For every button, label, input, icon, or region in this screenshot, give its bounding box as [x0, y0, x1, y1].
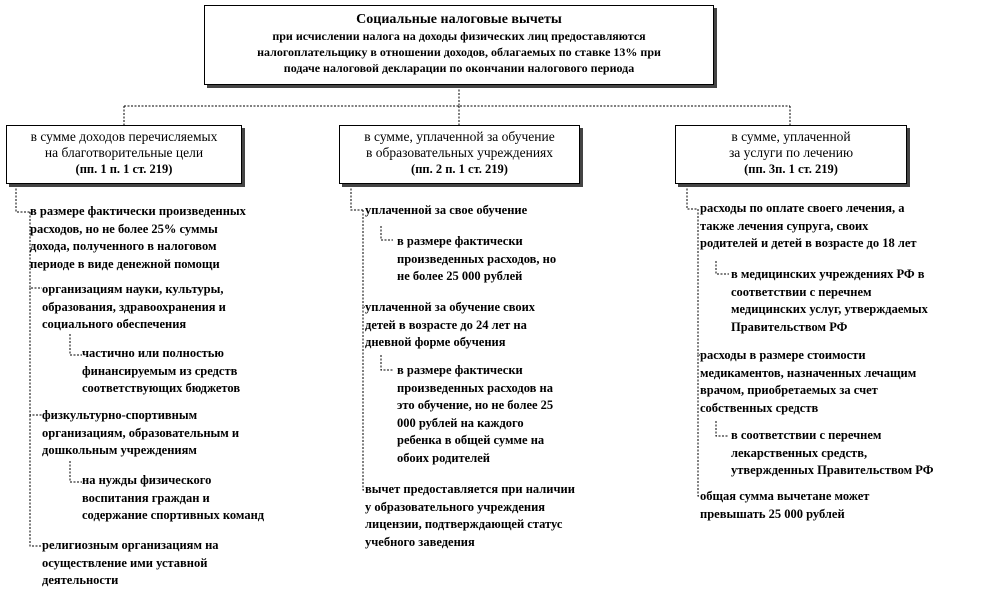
text-line: в медицинских учреждениях РФ в	[731, 267, 925, 281]
text-line: это обучение, но не более 25	[397, 398, 554, 412]
diagram-title: Социальные налоговые вычеты	[356, 12, 562, 27]
education-item-children	[365, 299, 535, 352]
charity-item-limit	[30, 203, 246, 273]
category-label: в сумме, уплаченной	[731, 129, 851, 144]
medical-item-treatment	[700, 200, 917, 253]
text-line: произведенных расходов, но	[397, 251, 557, 266]
text-line: в размере фактически	[397, 363, 523, 377]
category-box-education	[339, 125, 580, 184]
text-line: у образовательного учреждения	[365, 499, 546, 514]
text-line: деятельности	[42, 573, 119, 587]
text-line: дневной форме обучения	[365, 335, 506, 349]
charity-subitem-budget-funded	[82, 345, 240, 398]
text-line: 000 рублей на каждого	[397, 415, 524, 430]
text-line: в соответствии с перечнем	[731, 428, 882, 442]
charity-item-science-culture	[42, 281, 226, 334]
text-line: в размере фактически произведенных	[30, 204, 246, 218]
text-line: лицензии, подтверждающей статус	[365, 517, 563, 531]
charity-subitem-physical-education	[82, 472, 264, 525]
education-subitem-children-limit	[397, 362, 553, 467]
text-line: медицинских услуг, утверждаемых	[731, 302, 928, 316]
text-line: расходы по оплате своего лечения, а	[700, 201, 905, 215]
text-line: ребенка в общей сумме на	[397, 433, 545, 447]
text-line: уплаченной за обучение своих	[365, 300, 536, 314]
title-line: налогоплательщику в отношении доходов, облагаемых по ставке 13% при	[257, 45, 661, 59]
text-line: дошкольным учреждениям	[42, 443, 197, 457]
text-line: также лечения супруга, своих	[700, 218, 869, 233]
text-line: соответствии с перечнем	[731, 284, 872, 299]
text-line: вычет предоставляется при наличии	[365, 482, 575, 496]
education-item-license	[365, 481, 575, 551]
text-line: осуществление ими уставной	[42, 555, 208, 570]
text-line: в размере фактически	[397, 234, 523, 248]
text-line: собственных средств	[700, 400, 819, 415]
text-line: социального обеспечения	[42, 317, 187, 331]
text-line: организациям науки, культуры,	[42, 282, 224, 296]
text-line: финансируемым из средств	[82, 363, 238, 378]
text-line: общая сумма вычетане может	[700, 489, 870, 503]
text-line: не более 25 000 рублей	[397, 269, 523, 283]
education-subitem-own-limit	[397, 233, 556, 286]
category-reference: (пп. 1 п. 1 ст. 219)	[75, 162, 173, 176]
text-line: на нужды физического	[82, 473, 212, 487]
text-line: частично или полностью	[82, 346, 224, 360]
category-box-charity	[6, 125, 242, 184]
text-line: содержание спортивных команд	[82, 508, 265, 522]
medical-item-total-limit	[700, 488, 869, 523]
category-reference: (пп. 3п. 1 ст. 219)	[744, 162, 838, 176]
category-reference: (пп. 2 п. 1 ст. 219)	[411, 162, 508, 176]
education-item-own	[365, 202, 527, 220]
title-box	[204, 5, 714, 85]
text-line: уплаченной за свое обучение	[365, 203, 528, 217]
text-line: воспитания граждан и	[82, 490, 210, 505]
text-line: физкультурно-спортивным	[42, 408, 198, 422]
text-line: лекарственных средств,	[731, 445, 868, 460]
text-line: медикаментов, назначенных лечащим	[700, 365, 917, 380]
text-line: образования, здравоохранения и	[42, 299, 226, 314]
category-label: в сумме, уплаченной за обучение	[364, 129, 555, 144]
text-line: обоих родителей	[397, 450, 490, 465]
text-line: соответствующих бюджетов	[82, 381, 241, 395]
charity-item-sports	[42, 407, 239, 460]
category-label: за услуги по лечению	[728, 145, 854, 160]
text-line: врачом, приобретаемых за счет	[700, 383, 878, 397]
text-line: учебного заведения	[365, 534, 475, 549]
medical-subitem-institutions	[731, 266, 928, 336]
text-line: родителей и детей в возрасте до 18 лет	[700, 236, 917, 250]
text-line: дохода, полученного в налоговом	[30, 239, 217, 253]
text-line: произведенных расходов на	[397, 380, 554, 395]
text-line: превышать 25 000 рублей	[700, 506, 845, 521]
text-line: расходы в размере стоимости	[700, 348, 866, 362]
text-line: расходов, но не более 25% суммы	[30, 221, 218, 236]
category-label: в образовательных учреждениях	[365, 145, 554, 160]
medical-item-medicines	[700, 347, 916, 417]
text-line: Правительством РФ	[731, 319, 848, 334]
text-line: периоде в виде денежной помощи	[30, 256, 220, 271]
category-label: в сумме доходов перечисляемых	[30, 129, 218, 144]
text-line: религиозным организациям на	[42, 538, 219, 552]
text-line: утвержденных Правительством РФ	[731, 463, 934, 477]
text-line: детей в возрасте до 24 лет на	[365, 317, 527, 332]
text-line: организациям, образовательным и	[42, 425, 240, 440]
category-box-medical	[675, 125, 907, 184]
medical-subitem-medicine-list	[731, 427, 933, 480]
title-line: при исчислении налога на доходы физических лиц предоставляются	[272, 29, 646, 43]
title-line: подаче налоговой декларации по окончании налогового периода	[283, 61, 635, 75]
charity-item-religious	[42, 537, 219, 590]
category-label: на благотворительные цели	[44, 145, 204, 160]
